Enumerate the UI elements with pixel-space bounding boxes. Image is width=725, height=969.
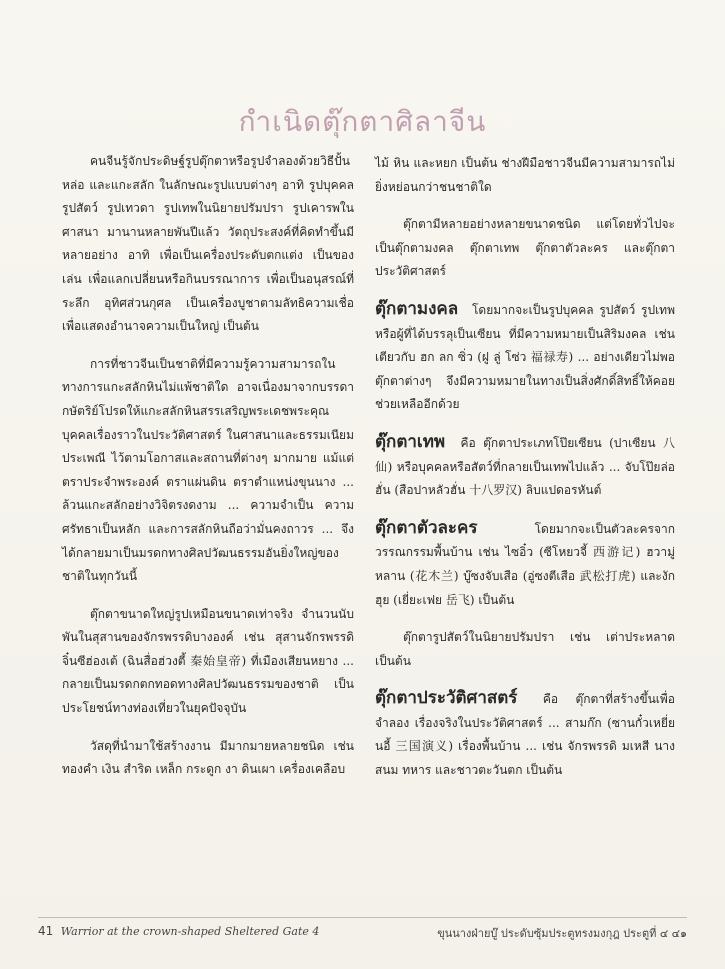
footer-caption-th: ขุนนางฝ่ายบู๊ ประดับซุ้มประตูทรงมงกุฎ ประตูที่ ๔ ๔๑ <box>437 927 687 940</box>
paragraph-doll-types: ตุ๊กตามีหลายอย่างหลายขนาดชนิด แต่โดยทั่วไปจะเป็นตุ๊กตามงคล ตุ๊กตาเทพ ตุ๊กตาตัวละคร และตุ๊กตาประวัติศาสตร์ <box>375 217 675 279</box>
text-thep: คือ ตุ๊กตาประเภทโป๊ยเซียน (ปาเซียน 八仙) หรือบุคคลหรือสัตว์ที่กลายเป็นเทพไปแล้ว ... จับโป๊ยล่อฮั่น (สือปาหลัวฮั่น 十八罗汉) ลิบแปดอรหันต์ <box>375 435 675 498</box>
left-column <box>62 150 354 796</box>
text-prawat: คือ ตุ๊กตาที่สร้างขึ้นเพื่อจำลอง เรื่องจริงในประวัติศาสตร์ ... สามก๊ก (ซานกั๋วเหยี่ยนอี้ 三国演义) เรื่องพื้นบ้าน ... เช่น จักรพรรดิ มเหสี นางสนม ทหาร และชาวตะวันตก เป็นต้น <box>375 692 675 778</box>
page-footer <box>38 917 687 942</box>
text-mongkol: โดยมากจะเป็นรูปบุคคล รูปสัตว์ รูปเทพหรือผู้ที่ได้บรรลุเป็นเซียน ที่มีความหมายเป็นสิริมงคล เช่น เตียวกับ ฮก ลก ซิ่ว (ฝู ลู่ โซ่ว 福禄寿) ... อย่างเดียวไม่พอ ตุ๊กตาต่างๆ จึงมีความหมายในทางเป็นสิ่งศักดิ์สิทธิ์ให้คอยช่วยเหลืออีกด้วย <box>375 302 675 412</box>
heading-mongkol: ตุ๊กตามงคล <box>375 298 459 319</box>
paragraph-intro: คนจีนรู้จักประดิษฐ์รูปตุ๊กตาหรือรูปจำลองด้วยวิธีปั้น หล่อ และแกะสลัก ในลักษณะรูปแบบต่างๆ อาทิ รูปบุคคล รูปสัตว์ รูปเทวดา รูปเทพในนิยายปรัมปรา รูปเคารพในศาสนา มานานหลายพันปีแล้ว วัตถุประสงค์ที่คิดทำขึ้นมีหลายอย่าง อาทิ เพื่อเป็นเครื่องประดับตกแต่ง เป็นของเล่น เพื่อแลกเปลี่ยนหรือกินบรรณาการ เพื่อเป็นอนุสรณ์ที่ระลึก อุทิศส่วนกุศล เป็นเครื่องบูชาตามลัทธิความเชื่อ เพื่อแสดงอำนาจความเป็นใหญ่ เป็นต้น <box>62 154 354 334</box>
right-column <box>375 152 675 797</box>
heading-tualakorn: ตุ๊กตาตัวละคร <box>375 517 478 538</box>
section-tualakorn <box>375 517 675 612</box>
heading-thep: ตุ๊กตาเทพ <box>375 431 446 452</box>
page-title: กำเนิดตุ๊กตาศิลาจีน <box>238 105 487 138</box>
section-prawat <box>375 687 675 782</box>
paragraph-mythical-animals: ตุ๊กตารูปสัตว์ในนิยายปรัมปรา เช่น เต่าประหลาด เป็นต้น <box>375 630 675 668</box>
footer-left <box>38 924 319 942</box>
paragraph-stone-carving: การที่ชาวจีนเป็นชาติที่มีความรู้ความสามารถในทางการแกะสลักหินไม่แพ้ชาติใด อาจเนื่องมาจากบรรดากษัตริย์โปรดให้แกะสลักหินสรรเสริญพระเดชพระคุณบุคคลเรื่องราวในประวัติศาสตร์ ในศาสนาและธรรมเนียมประเพณี ไว้ตามโอกาสและสถานที่ต่างๆ มากมาย แม้แต่ตราประจำพระองค์ ตราแผ่นดิน ตราตำแหน่งขุนนาง ... ล้วนแกะสลักอย่างวิจิตรงดงาม ... ความจำเป็น ความศรัทธาเป็นหลัก และการสลักหินถือว่ามั่นคงถาวร ... จึงได้กลายมาเป็นมรดกทางศิลปวัฒนธรรมอันยิ่งใหญ่ของชาติในทุกวันนี้ <box>62 356 354 584</box>
heading-prawat: ตุ๊กตาประวัติศาสตร์ <box>375 688 518 709</box>
paragraph-materials-cont: ไม้ หิน และหยก เป็นต้น ช่างฝีมือชาวจีนมีความสามารถไม่ยิ่งหย่อนกว่าชนชาติใด <box>375 156 675 194</box>
section-thep <box>375 431 675 503</box>
section-mongkol <box>375 298 675 417</box>
page-number: 41 <box>38 924 54 938</box>
paragraph-materials: วัสดุที่นำมาใช้สร้างงาน มีมากมายหลายชนิด เช่น ทองคำ เงิน สำริด เหล็ก กระดูก งา ดินเผา เครื่องเคลือบ <box>62 738 354 777</box>
paragraph-tomb-figures: ตุ๊กตาขนาดใหญ่รูปเหมือนขนาดเท่าจริง จำนวนนับพันในสุสานของจักรพรรดิบางองค์ เช่น สุสานจักรพรรดิจิ๋นซีฮ่องเต้ (ฉินสื่อฮ่วงตี้ 秦始皇帝) ที่เมืองเสียนหยาง ... กลายเป็นมรดกตกทอดทางศิลปวัฒนธรรมของชาติ เป็นประโยชน์ทางท่องเที่ยวในยุคปัจจุบัน <box>62 606 354 716</box>
text-tualakorn: โดยมากจะเป็นตัวละครจากวรรณกรรมพื้นบ้าน เช่น ไซอิ๋ว (ซีโหยวจี้ 西游记) ฮวามู่หลาน (花木兰) บู๊ซงจับเสือ (อู่ซงตีเสือ 武松打虎) และงักฮุย (เยี่ยะเฟย 岳飞) เป็นต้น <box>375 521 675 607</box>
footer-caption-en: Warrior at the crown-shaped Sheltered Gate 4 <box>60 925 320 938</box>
